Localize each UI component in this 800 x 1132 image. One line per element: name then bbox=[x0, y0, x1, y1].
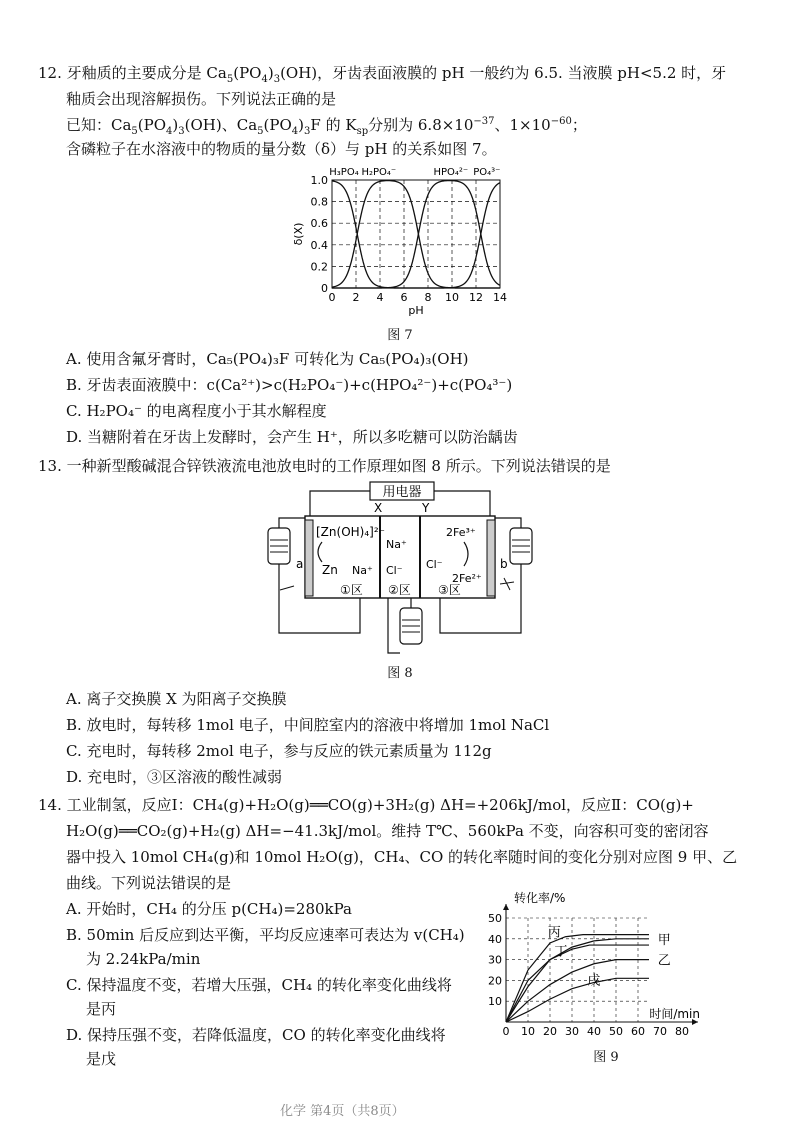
fig9-series-label: 丙 bbox=[547, 925, 561, 941]
fig7-species-label: H₂PO₄⁻ bbox=[361, 167, 397, 178]
fig7-xtick: 2 bbox=[352, 291, 360, 304]
q13-option-a: A. 离子交换膜 X 为阳离子交换膜 bbox=[66, 690, 287, 708]
svg-text:[Zn(OH)₄]²⁻: [Zn(OH)₄]²⁻ bbox=[316, 525, 385, 539]
fig9-series-3 bbox=[506, 945, 649, 1022]
svg-text:2Fe²⁺: 2Fe²⁺ bbox=[452, 572, 482, 585]
fig9-ytick: 10 bbox=[488, 995, 502, 1009]
svg-text:Cl⁻: Cl⁻ bbox=[426, 558, 443, 571]
q12-option-b: B. 牙齿表面液膜中：c(Ca²⁺)>c(H₂PO₄⁻)+c(HPO₄²⁻)+c(PO₄³⁻) bbox=[66, 376, 513, 394]
fig7-xlabel: pH bbox=[408, 304, 424, 317]
fig7-ytick: 0.8 bbox=[310, 195, 328, 209]
figure-9-caption: 图 9 bbox=[593, 1050, 619, 1065]
q13-option-d: D. 充电时，③区溶液的酸性减弱 bbox=[66, 768, 283, 786]
fig9-series-label: 甲 bbox=[657, 932, 671, 948]
q12-known: 已知：$Ca_5(PO_4)_3(OH)$、$Ca_5(PO_4)_3F$ 的 $K_{sp}$分别为 $6.8\times 10^{-37}$、$1\times 10^{-60}$； bbox=[66, 116, 587, 137]
fig7-xtick: 12 bbox=[469, 291, 483, 304]
fig9-ytick: 30 bbox=[488, 953, 502, 967]
fig7-ylabel: δ(X) bbox=[292, 222, 305, 246]
svg-text:X: X bbox=[374, 501, 383, 515]
fig7-species-label: PO₄³⁻ bbox=[473, 167, 501, 178]
electrode-a bbox=[305, 520, 313, 596]
fig9-xtick: 70 bbox=[653, 1025, 667, 1038]
device-label: 用电器 bbox=[382, 485, 422, 500]
q14-option-b: B. 50min 后反应到达平衡，平均反应速率可表达为 v(CH₄) bbox=[66, 926, 465, 944]
q13-option-c: C. 充电时，每转移 2mol 电子，参与反应的铁元素质量为 112g bbox=[66, 742, 492, 760]
svg-text:②区: ②区 bbox=[388, 583, 411, 597]
fig9-ylabel: 转化率/% bbox=[514, 891, 566, 905]
q13-option-b: B. 放电时，每转移 1mol 电子，中间腔室内的溶液中将增加 1mol NaCl bbox=[66, 716, 550, 734]
fig7-xtick: 8 bbox=[424, 291, 432, 304]
figure-7-caption: 图 7 bbox=[387, 328, 413, 343]
fig9-series-1 bbox=[506, 960, 649, 1022]
fig7-species-label: HPO₄²⁻ bbox=[433, 167, 469, 178]
fig7-xtick: 10 bbox=[445, 291, 459, 304]
fig9-series-label: 丁 bbox=[554, 944, 568, 960]
fig9-xtick: 10 bbox=[521, 1025, 535, 1038]
fig9-xtick: 60 bbox=[631, 1025, 645, 1038]
svg-text:①区: ①区 bbox=[340, 583, 363, 597]
fig9-ytick: 40 bbox=[488, 932, 502, 946]
fig9-series-4 bbox=[506, 978, 649, 1022]
figure-9-chart bbox=[478, 890, 748, 1050]
fig9-xtick: 30 bbox=[565, 1025, 579, 1038]
fig9-xtick: 20 bbox=[543, 1025, 557, 1038]
figure-7-chart bbox=[290, 160, 520, 325]
fig7-ytick: 0.4 bbox=[310, 238, 328, 252]
fig7-xtick: 4 bbox=[376, 291, 384, 304]
q14-stem-line1: 14. 工业制氢，反应Ⅰ：CH₄(g)+H₂O(g)══CO(g)+3H₂(g) ΔH=+206kJ/mol，反应Ⅱ：CO(g)+ bbox=[38, 796, 694, 814]
fig7-curve-1 bbox=[332, 181, 500, 288]
q12-option-c: C. H₂PO₄⁻ 的电离程度小于其水解程度 bbox=[66, 402, 327, 420]
page-footer: 化学 第4页（共8页） bbox=[280, 1104, 405, 1119]
fig9-xtick: 0 bbox=[502, 1025, 510, 1038]
q14-option-d-cont: 是戊 bbox=[86, 1050, 117, 1068]
fig7-ytick: 0.2 bbox=[310, 260, 328, 274]
fig7-ytick: 0 bbox=[321, 282, 328, 295]
q14-stem-line4: 曲线。下列说法错误的是 bbox=[66, 874, 232, 892]
fig9-xtick: 80 bbox=[675, 1025, 689, 1038]
fig9-ytick: 50 bbox=[488, 912, 502, 925]
q14-stem-line2: H₂O(g)══CO₂(g)+H₂(g) ΔH=−41.3kJ/mol。维持 T℃、560kPa 不变，向容积可变的密闭容 bbox=[66, 822, 709, 840]
fig9-ytick: 20 bbox=[488, 974, 502, 988]
svg-text:Cl⁻: Cl⁻ bbox=[386, 564, 403, 577]
q14-option-c: C. 保持温度不变，若增大压强，CH₄ 的转化率变化曲线将 bbox=[66, 976, 452, 994]
electrode-b bbox=[487, 520, 495, 596]
q12-stem-line2: 釉质会出现溶解损伤。下列说法正确的是 bbox=[66, 90, 337, 108]
fig9-series-label: 乙 bbox=[657, 953, 671, 969]
q13-stem: 13. 一种新型酸碱混合锌铁液流电池放电时的工作原理如图 8 所示。下列说法错误的是 bbox=[38, 457, 611, 475]
q12-number: 12. bbox=[38, 64, 62, 82]
fig9-xtick: 50 bbox=[609, 1025, 623, 1038]
q14-option-b-cont: 为 2.24kPa/min bbox=[86, 950, 201, 968]
fig7-xtick: 6 bbox=[400, 291, 408, 304]
svg-text:a: a bbox=[296, 557, 304, 571]
q14-option-d: D. 保持压强不变，若降低温度，CO 的转化率变化曲线将 bbox=[66, 1026, 446, 1044]
fig9-series-label: 戊 bbox=[587, 973, 601, 989]
svg-text:Zn: Zn bbox=[322, 563, 338, 577]
fig9-xlabel: 时间/min bbox=[649, 1007, 700, 1021]
figure-8-caption: 图 8 bbox=[387, 666, 413, 681]
fig7-xtick: 0 bbox=[328, 291, 336, 304]
fig7-xtick: 14 bbox=[493, 291, 507, 304]
svg-text:Y: Y bbox=[422, 501, 430, 515]
q12-option-a: A. 使用含氟牙膏时，Ca₅(PO₄)₃F 可转化为 Ca₅(PO₄)₃(OH) bbox=[66, 350, 469, 368]
svg-text:2Fe³⁺: 2Fe³⁺ bbox=[446, 526, 476, 539]
svg-text:Na⁺: Na⁺ bbox=[386, 538, 407, 551]
q14-option-a: A. 开始时，CH₄ 的分压 p(CH₄)=280kPa bbox=[66, 900, 353, 918]
q14-stem-line3: 器中投入 10mol CH₄(g)和 10mol H₂O(g)，CH₄、CO 的转化率随时间的变化分别对应图 9 甲、乙 bbox=[66, 848, 738, 866]
svg-text:b: b bbox=[500, 557, 508, 571]
fig9-xtick: 40 bbox=[587, 1025, 601, 1038]
fig7-ytick: 0.6 bbox=[310, 217, 328, 231]
q12-option-d: D. 当糖附着在牙齿上发酵时，会产生 H⁺，所以多吃糖可以防治龋齿 bbox=[66, 428, 518, 446]
q12-stem-line1: 12. 牙釉质的主要成分是 $Ca_5(PO_4)_3(OH)$，牙齿表面液膜的 pH 一般约为 6.5. 当液膜 pH<5.2 时，牙 bbox=[38, 64, 727, 85]
svg-text:Na⁺: Na⁺ bbox=[352, 564, 373, 577]
q14-option-c-cont: 是丙 bbox=[86, 1000, 117, 1018]
figure-8-diagram bbox=[260, 478, 550, 663]
q12-fraction-text: 含磷粒子在水溶液中的物质的量分数（δ）与 pH 的关系如图 7。 bbox=[66, 140, 497, 158]
svg-text:③区: ③区 bbox=[438, 583, 461, 597]
fig7-species-label: H₃PO₄ bbox=[329, 167, 359, 178]
fig7-ytick: 1.0 bbox=[310, 174, 328, 187]
